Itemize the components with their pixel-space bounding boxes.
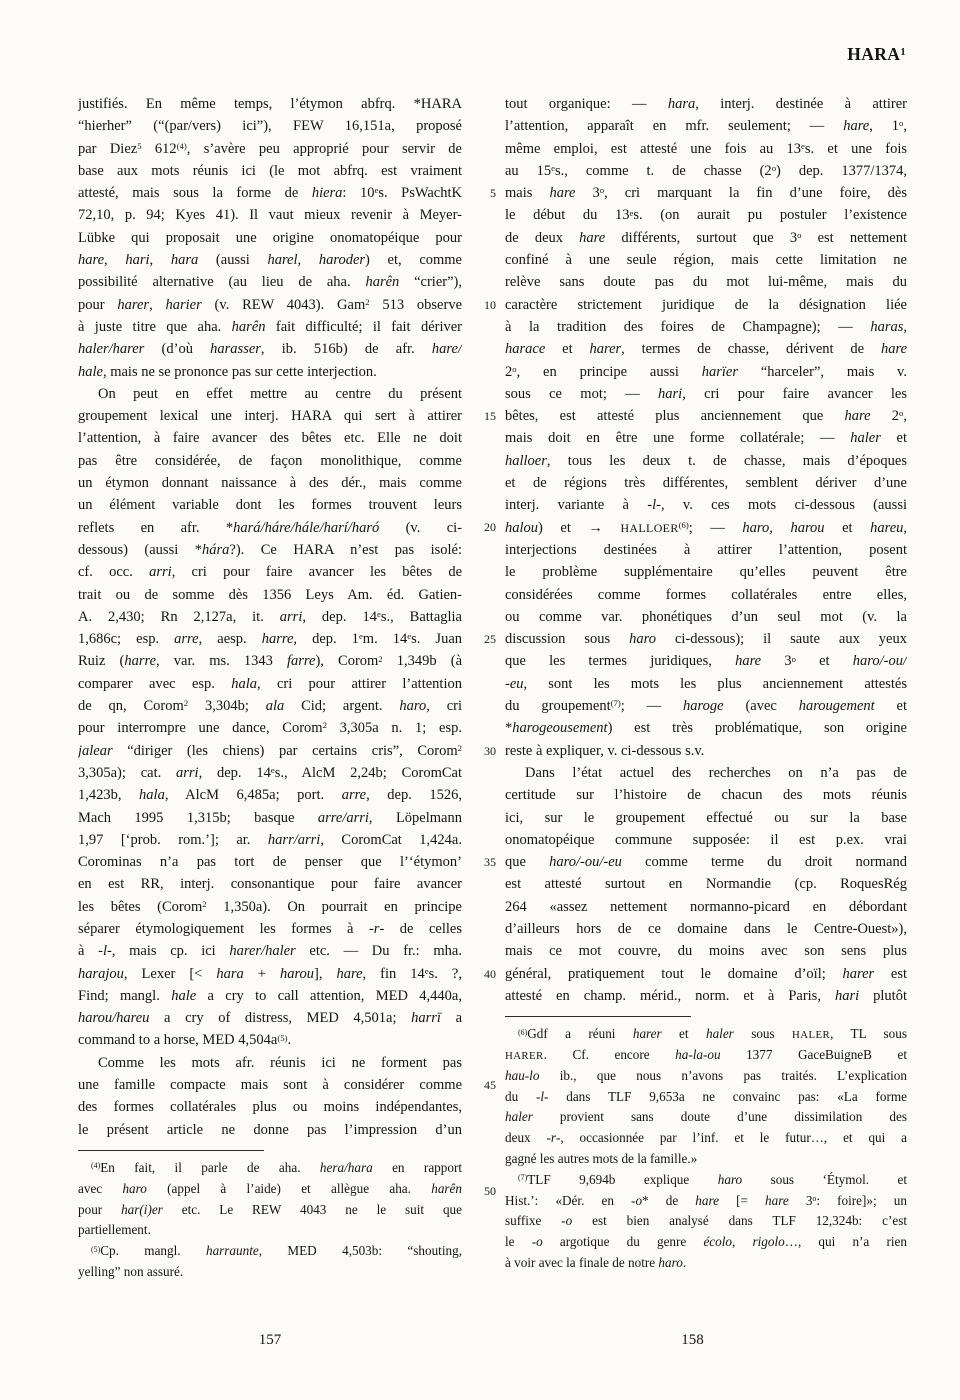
text-line: considérées comme formes collatérales entre elles, [505,586,907,603]
text-line: A. 2,430; Rn 2,127a, it. arri, dep. 14es., Battaglia [78,608,462,625]
page-number-left: 157 [258,1332,282,1348]
text-line: le problème supplémentaire qu’elles peuvent être [505,564,907,581]
text-line: est attesté surtout en Normandie (cp. RoquesRég [505,876,907,893]
text-line: pour interrompre une dance, Corom$^2$ 3,305a n. 1; esp. [78,720,462,737]
line-number: 10 [484,298,496,312]
text-line: trait ou de somme dès 1356 Leys Am. éd. Gatien- [78,586,462,603]
text-line: haler provient sans doute d’une dissimilation des [505,1109,907,1125]
text-line: halloer, tous les deux t. de chasse, mais d’époques [505,452,907,469]
text-line: général, pratiquement tout le domaine d’oïl; harer est [505,965,907,982]
footnote-rule [505,1016,691,1017]
text-line: du groupement$^{(7)}$; — haroge (avec harougement et [505,698,907,715]
text-line: 1,97 [‘prob. rom.’]; ar. harr/arri, CoromCat 1,424a. [78,831,462,848]
text-line: possibilité alternative (au lieu de aha. harên “crier”), [78,274,462,291]
text-line: gagné les autres mots de la famille.» [505,1150,698,1166]
text-line: hale, mais ne se prononce pas sur cette interjection. [78,363,377,380]
line-number: 20 [484,520,496,534]
text-line: deux -r-, occasionnée par l’inf. et le futur…, et qui a [505,1130,907,1146]
text-line: 1,686c; esp. arre, aesp. harre, dep. 1em. 14es. Juan [78,631,462,648]
text-line: $^{(5)}$Cp. mangl. harraunte, MED 4,503b: “shouting, [91,1243,462,1259]
text-line: $^{(7)}$TLF 9,694b explique haro sous ‘Étymol. et [518,1171,907,1187]
footnote-rule [78,1150,264,1151]
text-line: justifiés. En même temps, l’étymon abfrq. *HARA [78,96,462,112]
left-column-footnotes [78,1158,462,1283]
text-line: -eu, sont les mots les plus anciennement attestés [505,675,907,692]
left-column [78,93,462,1283]
text-line: d’ailleurs hors de ce domaine dans le Centre-Ouest»), [505,920,907,937]
text-line: au 15es., comme t. de chasse (2$^o$) dep. 1377/1374, [505,162,907,179]
line-number: 25 [484,632,496,646]
text-line: 2$^o$, en principe aussi harïer “harceler”, mais v. [505,363,907,380]
text-line: hau-lo ib., que nous n’avons pas traités. L’explication [505,1067,907,1083]
text-line: Find; mangl. hale a cry to call attention, MED 4,440a, [78,987,462,1004]
text-line: sous ce mot; — hari, cri pour faire avancer les [505,385,907,402]
right-column [505,93,907,1274]
text-line: halou) et → $HALLOER^{(6)}$; — haro, harou et hareu, [505,519,907,536]
text-line: pas être considérée, de façon monolithique, comme [78,452,462,469]
text-line: confiné à une seule région, mais cette limitation ne [505,252,907,269]
text-line: à la tradition des foires de Champagne); — haras, [505,318,907,335]
text-line: Comme les mots afr. réunis ici ne forment pas [98,1054,462,1071]
line-number: 30 [484,744,496,758]
text-line: “hierher” (“(par/vers) ici”), FEW 16,151a, proposé [78,118,462,135]
text-line: hare, hari, hara (aussi harel, haroder) et, comme [78,252,462,269]
right-column-text [505,93,907,1007]
text-line: discussion sous haro ci-dessous); il saute aux yeux [505,631,907,648]
entry-header: HARA$^1$ [847,44,906,64]
line-number: 40 [484,967,496,981]
text-line: Corominas n’a pas tort de penser que l’‘étymon’ [78,854,462,871]
text-line: partiellement. [78,1222,151,1238]
left-column-text [78,93,462,1141]
text-line: haler/harer (d’où harasser, ib. 516b) de afr. hare/ [78,341,462,358]
text-line: jalear “diriger (les chiens) par certains cris”, Corom$^2$ [78,742,462,759]
text-line: Mach 1995 1,315b; basque arre/arri, Löpelmann [78,809,462,826]
text-line: groupement lexical une interj. HARA qui sert à attirer [78,408,462,425]
text-line: interjections destinées à attirer l’attention, posent [505,541,907,558]
text-line: Ruiz (harre, var. ms. 1343 farre), Corom$^2$ 1,349b (à [78,653,462,670]
text-line: un étymon donnant naissance à des dér., mais comme [78,475,462,492]
text-line: séparer étymologiquement les formes à -r- de celles [78,920,462,937]
text-line: 264 «assez nettement normanno-picard en débordant [505,898,907,915]
text-line: tout organique: — hara, interj. destinée à attirer [505,96,907,112]
text-line: caractère strictement juridique de la désignation liée [505,296,907,313]
text-line: que haro/-ou/-eu comme terme du droit normand [505,854,907,871]
text-line: HARER. Cf. encore ha-la-ou 1377 GaceBuigneB et [505,1046,907,1062]
text-line: les bêtes (Corom$^2$ 1,350a). On pourrait en principe [78,898,462,915]
line-number: 5 [490,186,496,200]
text-line: base aux mots réunis ici (le mot abfrq. est vraiment [78,162,462,179]
text-line: mais doit en être une forme collatérale; — haler et [505,430,907,447]
text-line: que les termes juridiques, hare 3$^o$ et haro/-ou/ [505,653,907,670]
line-number: 35 [484,855,496,869]
text-line: pour harer, harier (v. REW 4043). Gam$^2$ 513 observe [78,296,462,313]
text-line: bêtes, est attesté plus anciennement que hare 2$^o$, [505,408,907,425]
text-line: comparer avec esp. hala, cri pour attirer l’attention [78,675,462,692]
text-line: un élément variable dont les formes trouvent leurs [78,497,462,514]
text-line: onomatopéique commune supposée: il est p.ex. vrai [505,831,907,848]
text-line: On peut en effet mettre au centre du présent [98,385,462,402]
text-line: reste à expliquer, v. ci-dessous s.v. [505,742,705,759]
text-line: interj. variante à -l-, v. ces mots ci-dessous (aussi [505,497,907,514]
text-line: suffixe -o est bien analysé dans TLF 12,324b: c’est [505,1213,907,1229]
line-number: 45 [484,1078,496,1092]
text-line: ici, sur le groupement effectué ou sur la base [505,809,907,826]
text-line: reflets en afr. *hará/háre/hále/harí/haró (v. ci- [78,519,462,536]
text-line: attesté en champ. mérid., norm. et à Paris, hari plutôt [505,987,907,1004]
text-line: harou/hareu a cry of distress, MED 4,501a; harrī a [78,1010,462,1027]
text-line: l’attention, à faire avancer des bêtes etc. Elle ne doit [78,430,462,447]
text-line: mais hare 3$^o$, cri marquant la fin d’une foire, dès [505,185,907,202]
page-number-right: 158 [681,1332,704,1348]
text-line: même emploi, est attesté une fois au 13es. et une fois [505,140,907,157]
text-line: mais ce mot couvre, du moins avec son sens plus [505,943,907,960]
text-line: à juste titre que aha. harên fait difficulté; il fait dériver [78,318,462,335]
text-line: une famille compacte mais sont à considérer comme [78,1077,462,1094]
text-line: relève sans doute pas du mot lui-même, mais du [505,274,907,291]
text-line: certitude sur l’histoire de chacun des mots réunis [505,787,907,804]
text-line: attesté, mais sous la forme de hiera: 10es. PsWachtK [78,185,462,202]
text-line: 3,305a); cat. arri, dep. 14es., AlcM 2,24b; CoromCat [78,764,462,781]
text-line: par Diez$^5$ 612$^{(4)}$, s’avère peu approprié pour servir de [78,140,462,157]
text-line: cf. occ. arri, cri pour faire avancer les bêtes de [78,564,462,581]
text-line: yelling” non assuré. [78,1263,184,1279]
text-line: harace et harer, termes de chasse, dérivent de hare [505,341,907,358]
text-line: l’attention, apparaît en mfr. seulement; — hare, 1$^o$, [505,118,907,135]
text-line: Hist.’: «Dér. en -o* de hare [= hare 3$^o$: foire]»; un [505,1192,907,1208]
text-line: 1,423b, hala, AlcM 6,485a; port. arre, dep. 1526, [78,787,462,804]
text-line: 72,10, p. 94; Kyes 41). Il vaut mieux revenir à Meyer- [78,207,462,224]
text-line: $^{(4)}$En fait, il parle de aha. hera/hara en rapport [91,1159,462,1175]
text-line: ou comme var. phonétiques d’un seul mot (v. la [505,608,907,625]
text-line: et de régions très différentes, semblent dériver d’une [505,475,907,492]
text-line: pour har(i)er etc. Le REW 4043 ne le suit que [78,1201,462,1217]
text-line: command to a horse, MED $4,504a^{(5)}$. [78,1032,292,1049]
text-line: le -o argotique du genre écolo, rigolo…, qui n’a rien [505,1234,907,1250]
text-line: des formes collatérales plus ou moins indépendantes, [78,1099,462,1116]
text-line: de deux hare différents, surtout que 3$^o$ est nettement [505,229,907,246]
text-line: dessous) (aussi *hára?). Ce HARA n’est pas isolé: [78,541,462,558]
right-column-footnotes [505,1024,907,1274]
text-line: $^{(6)}$Gdf a réuni harer et haler sous HALER, TL sous [518,1026,907,1042]
text-line: harajou, Lexer [< hara + harou], hare, fin 14es. ?, [78,965,462,982]
text-line: *harogeousement) est très problématique, son origine [505,720,907,737]
text-line: Dans l’état actuel des recherches on n’a pas de [525,764,907,781]
text-line: le présent article ne donne pas l’impression d’un [78,1121,462,1138]
line-number: 15 [484,409,496,423]
text-line: de qn, Corom$^2$ 3,304b; ala Cid; argent. haro, cri [78,698,462,715]
text-line: le début du 13es. (on aurait pu postuler l’existence [505,207,907,224]
text-line: du -l- dans TLF 9,653a ne convainc pas: «La forme [505,1088,907,1104]
text-line: avec haro (appel à l’aide) et allègue aha. harên [78,1180,462,1196]
text-line: à voir avec la finale de notre haro. [505,1254,687,1270]
text-line: en est RR, interj. consonantique pour faire avancer [78,876,462,893]
text-line: à -l-, mais cp. ici harer/haler etc. — Du fr.: mha. [78,943,462,960]
text-line: Lübke qui proposait une origine onomatopéique pour [78,229,462,246]
line-number: 50 [484,1184,496,1198]
